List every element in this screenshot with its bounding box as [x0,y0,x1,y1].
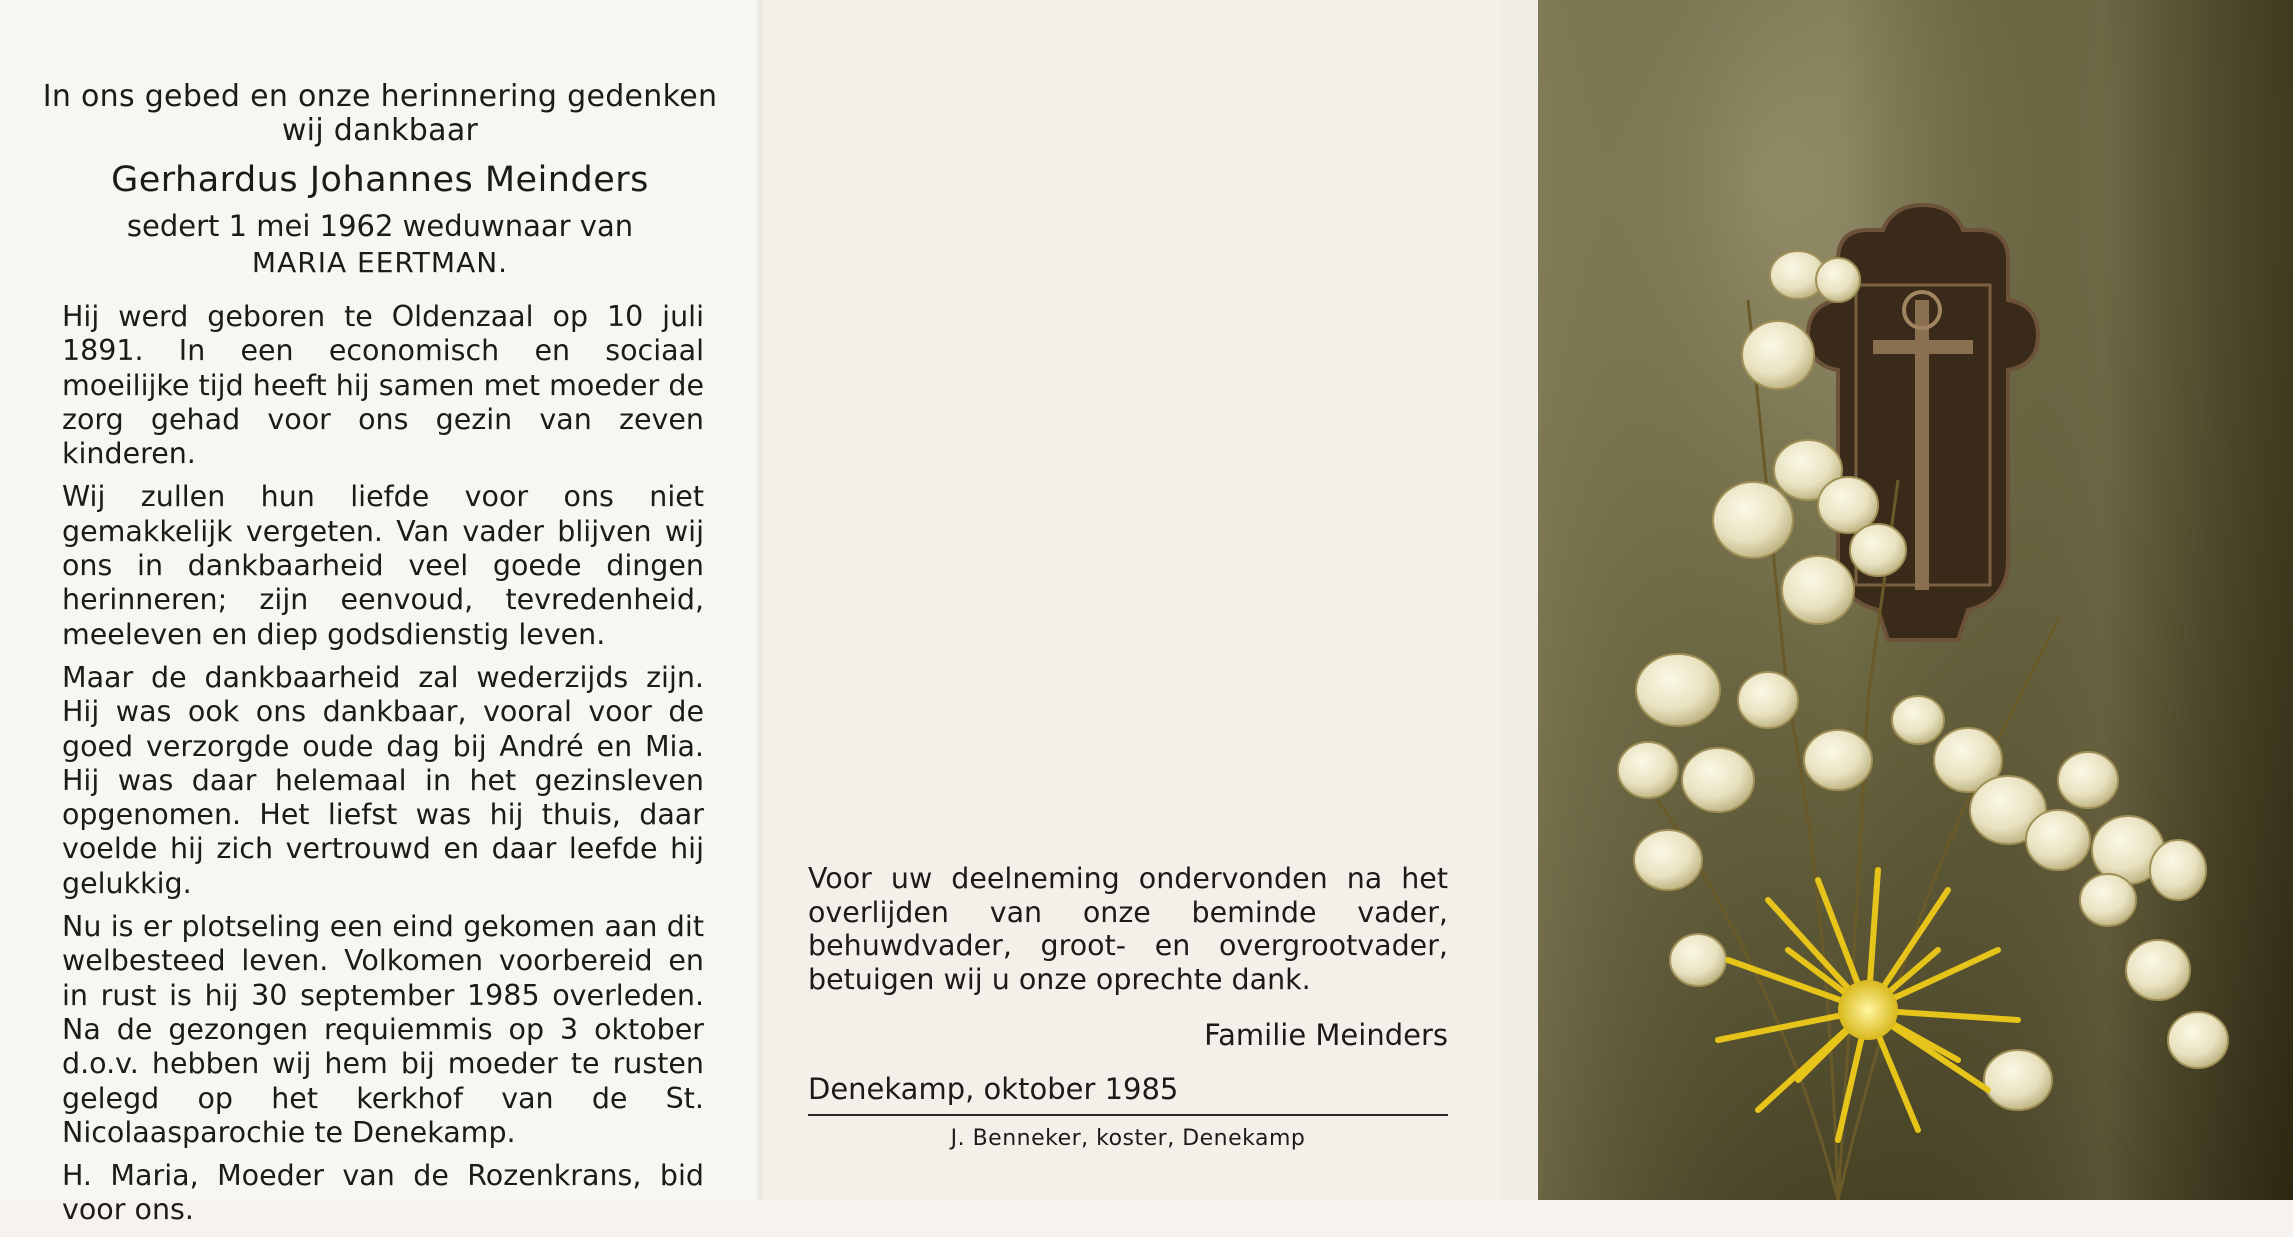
paragraph-prayer: H. Maria, Moeder van de Rozenkrans, bid voor ons. [62,1159,704,1227]
place-date: Denekamp, oktober 1985 [808,1072,1179,1106]
photo-illustration [1538,0,2293,1200]
deceased-name: Gerhardus Johannes Meinders [111,160,649,200]
card-fold [756,0,764,1200]
memorial-header [40,80,720,280]
thanks-paragraph: Voor uw deelneming ondervonden na het overlijden van onze beminde vader, behuwdvader, groot- en overgrootvader, betuigen wij u onze oprechte dank. [808,862,1448,996]
paragraph-death: Nu is er plotseling een eind gekomen aan dit welbesteed leven. Volkomen voorbereid en in rust is hij 30 september 1985 overleden. Na de gezongen requiemmis op 3 oktober d.o.v. hebben wij hem bij moeder te rusten gelegd op het kerkhof van de St. Nicolaasparochie te Denekamp. [62,910,704,1149]
flower-center [1838,980,1898,1040]
header-line-2: wij dankbaar [281,113,479,148]
paragraph-birth: Hij werd geboren te Oldenzaal op 10 juli 1891. In een economisch en sociaal moeilijke tijd heeft hij samen met moeder de zorg gehad voor ons gezin van zeven kinderen. [62,300,704,471]
family-signature: Familie Meinders [1204,1018,1448,1052]
divider-line [808,1114,1448,1116]
card-gap [1500,0,1538,1200]
printer-credit: J. Benneker, koster, Denekamp [950,1126,1306,1151]
widow-line: sedert 1 mei 1962 weduwnaar van [126,209,634,243]
header-line-1: In ons gebed en onze herinnering gedenken [42,79,718,114]
devotional-photo [1538,0,2293,1200]
paragraph-gratitude: Maar de dankbaarheid zal wederzijds zijn. Hij was ook ons dankbaar, vooral voor de goed verzorgde oude dag bij André en Mia. Hij was daar helemaal in het gezinsleven opgenomen. Het liefst was hij thuis, daar voelde hij zich vertrouwd en daar leefde hij gelukkig. [62,660,704,900]
memorial-text [62,300,704,1237]
spouse-name: MARIA EERTMAN. [251,246,509,279]
paragraph-love: Wij zullen hun liefde voor ons niet gemakkelijk vergeten. Van vader blijven wij ons in dankbaarheid veel goede dingen herinneren; zijn eenvoud, tevredenheid, meeleven en diep godsdienstig leven. [62,480,704,651]
thanks-text [808,862,1448,996]
